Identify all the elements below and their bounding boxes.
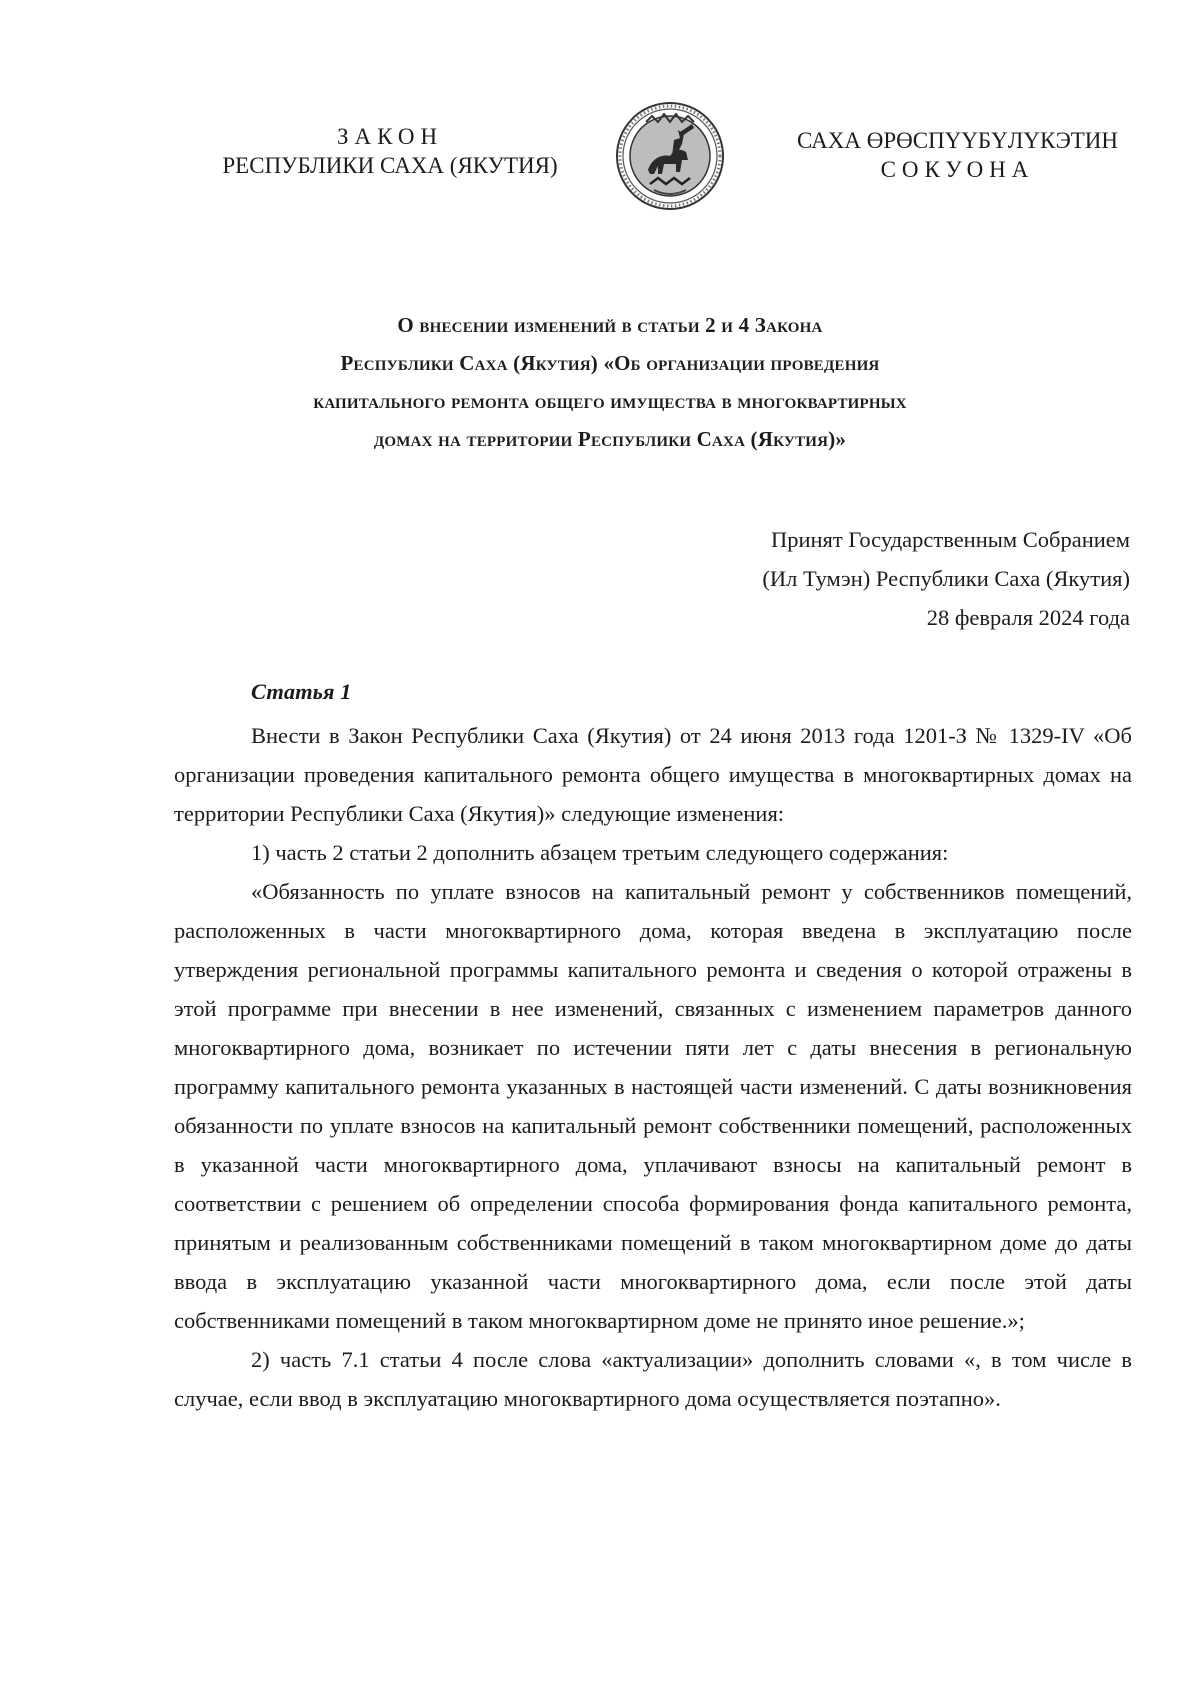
article-quote: «Обязанность по уплате взносов на капитальный ремонт у собственников помещений, расположенных в части многоквартирного дома, которая введена в эксплуатацию после утверждения региональной программы капитального ремонта и сведения о которой отражены в этой программе при внесении в нее изменений, связанных с изменением параметров данного многоквартирного дома, возникает по истечении пяти лет с даты внесения в региональную программу капитального ремонта указанных в настоящей части изменений. С даты возникновения обязанности по уплате взносов на капитальный ремонт собственники помещений, расположенных в указанной части многоквартирного дома, уплачивают взносы на капитальный ремонт в соответствии с решением об определении способа формирования фонда капитального ремонта, принятым и реализованным собственниками помещений в таком многоквартирном доме до даты ввода в эксплуатацию указанной части многоквартирного дома, если после этой даты собственниками помещений в таком многоквартирном доме не принято иное решение.»; — [174, 879, 1132, 1333]
header-left-line1: ЗАКОН — [336, 124, 444, 149]
header-left-line2: РЕСПУБЛИКИ САХА (ЯКУТИЯ) — [222, 153, 558, 178]
article-item-1: 1) часть 2 статьи 2 дополнить абзацем третьим следующего содержания: — [251, 840, 949, 865]
header-left — [190, 122, 590, 180]
header-right-line2: СОКУОНА — [880, 157, 1035, 182]
adoption-line2: (Ил Тумэн) Республики Саха (Якутия) — [762, 566, 1130, 591]
law-title-line3: капитального ремонта общего имущества в многоквартирных — [313, 389, 907, 413]
adoption-date: 28 февраля 2024 года — [926, 605, 1130, 630]
law-title-line1: О внесении изменений в статьи 2 и 4 Закона — [397, 313, 823, 337]
law-title-line4: домах на территории Республики Саха (Якутия)» — [373, 427, 847, 451]
adoption-info — [762, 520, 1130, 637]
article-heading: Статья 1 — [251, 679, 352, 704]
header-right — [770, 126, 1145, 184]
article-body — [174, 672, 1132, 1418]
article-item-2: 2) часть 7.1 статьи 4 после слова «актуализации» дополнить словами «, в том числе в случае, если ввод в эксплуатацию многоквартирного дома осуществляется поэтапно». — [174, 1347, 1132, 1411]
adoption-line1: Принят Государственным Собранием — [770, 527, 1130, 552]
law-title — [170, 306, 1050, 458]
law-title-line2: Республики Саха (Якутия) «Об организации проведения — [340, 351, 880, 375]
header-right-line1: САХА ӨРӨСПҮҮБҮЛҮКЭТИН — [796, 128, 1119, 153]
coat-of-arms-emblem — [614, 100, 726, 212]
article-intro: Внести в Закон Республики Саха (Якутия) от 24 июня 2013 года 1201-З № 1329-IV «Об организации проведения капитального ремонта общего имущества в многоквартирных домах на территории Республики Саха (Якутия)» следующие изменения: — [174, 723, 1132, 826]
